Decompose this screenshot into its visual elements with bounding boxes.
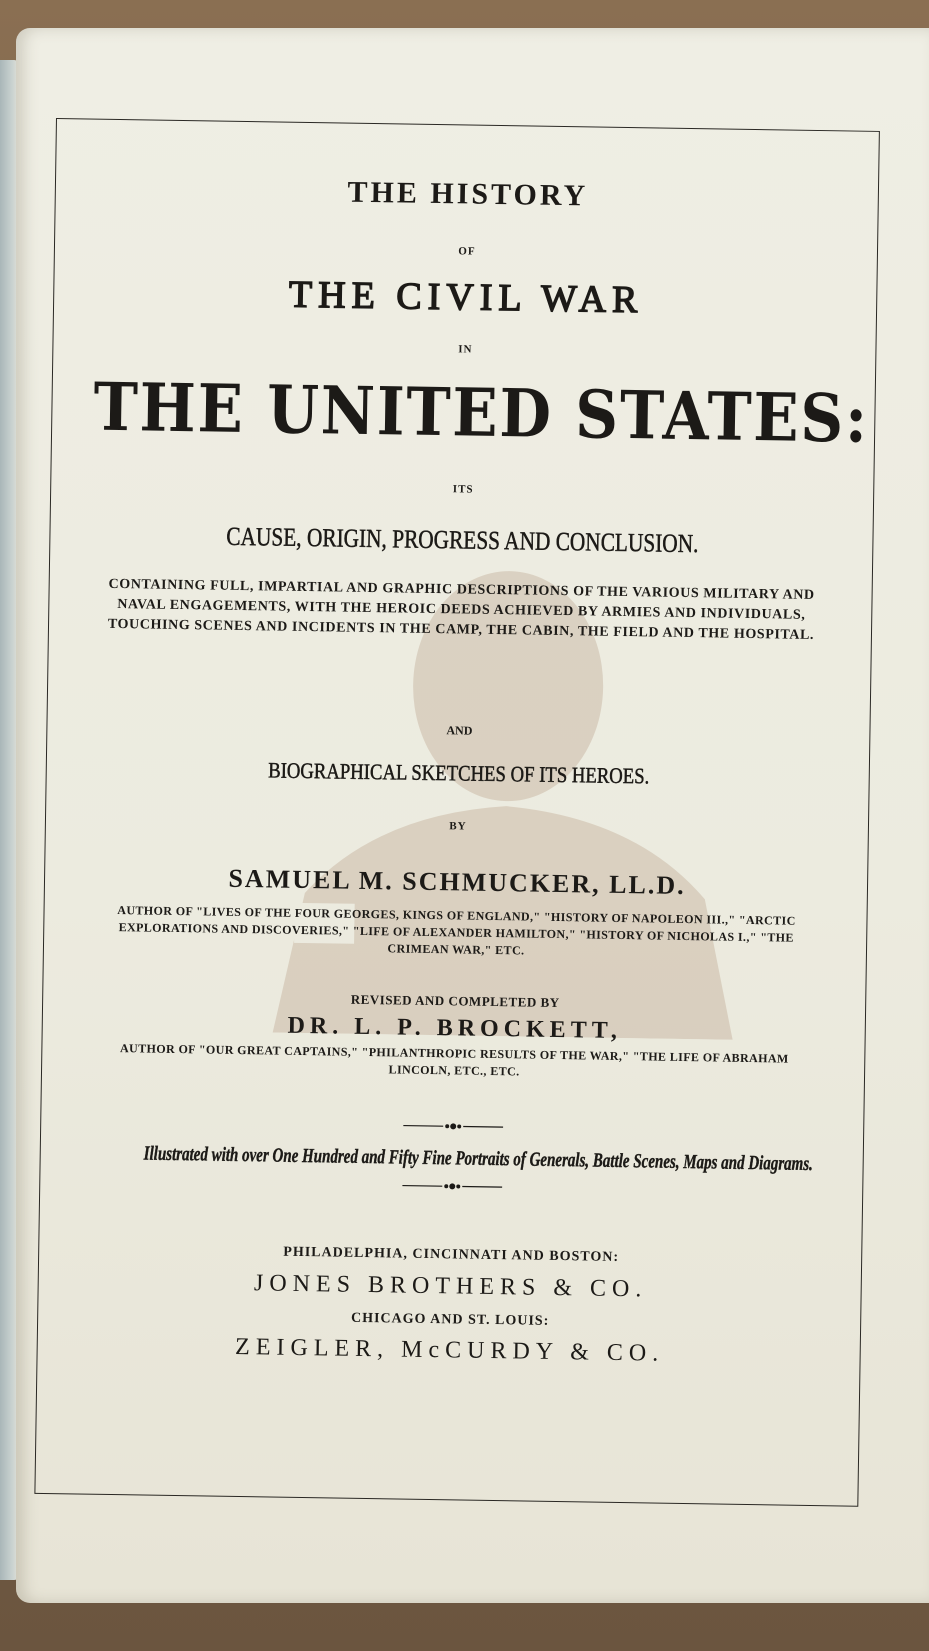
author-name: SAMUEL M. SCHMUCKER, LL.D.: [228, 863, 686, 900]
ornament-rule-icon: [403, 1121, 503, 1133]
publisher-name-1: JONES BROTHERS & CO.: [253, 1270, 648, 1303]
publisher-name-2: ZEIGLER, McCURDY & CO.: [234, 1333, 665, 1367]
ornament-rule-icon: [402, 1181, 502, 1193]
title-line-united-states: THE UNITED STATES:: [93, 367, 870, 458]
description-paragraph: CONTAINING FULL, IMPARTIAL AND GRAPHIC DESCRIPTIONS OF THE VARIOUS MILITARY AND NAVAL ENGAGEMENTS, WITH THE HEROIC DEEDS ACHIEVED BY ARMIES AND INDIVIDUALS, TOUCHING SCENES AND INCIDENTS IN THE CAMP, THE CABIN, THE FIELD AND THE HOSPITAL.: [107, 576, 815, 643]
author-credits: AUTHOR OF "LIVES OF THE FOUR GEORGES, KINGS OF ENGLAND," "HISTORY OF NAPOLEON III.," "ARCTIC EXPLORATIONS AND DISCOVERIES," "LIFE OF ALEXANDER HAMILTON," "HISTORY OF NICHOLAS I.," "THE CRIMEAN WAR," ETC.: [117, 903, 796, 958]
reviser-credits: AUTHOR OF "OUR GREAT CAPTAINS," "PHILANTHROPIC RESULTS OF THE WAR," "THE LIFE OF ABRAHAM LINCOLN, ETC., ETC.: [119, 1041, 789, 1079]
title-line-civil-war: THE CIVIL WAR: [288, 273, 644, 322]
reviser-name: DR. L. P. BROCKETT,: [287, 1012, 623, 1045]
illustrated-note: Illustrated with over One Hundred and Fifty Fine Portraits of Generals, Battle Scenes, Maps and Diagrams.: [143, 1142, 814, 1176]
biographical-sketches-line: BIOGRAPHICAL SKETCHES OF ITS HEROES.: [268, 757, 650, 789]
title-page-border: [34, 118, 880, 1507]
connector-and: AND: [446, 723, 473, 738]
title-connector-its: ITS: [452, 483, 474, 496]
title-line-history: THE HISTORY: [347, 175, 589, 213]
connector-by: BY: [449, 820, 467, 833]
ornament-divider-top: [41, 1114, 865, 1143]
subtitle: CAUSE, ORIGIN, PROGRESS AND CONCLUSION.: [226, 521, 699, 559]
publisher-cities-1: PHILADELPHIA, CINCINNATI AND BOSTON:: [283, 1244, 620, 1265]
publisher-cities-2: CHICAGO AND ST. LOUIS:: [350, 1310, 550, 1329]
title-connector-of: OF: [458, 245, 476, 258]
title-connector-in: IN: [458, 343, 473, 356]
ornament-divider-bottom: [40, 1174, 864, 1203]
revised-by-line: REVISED AND COMPLETED BY: [350, 991, 560, 1011]
